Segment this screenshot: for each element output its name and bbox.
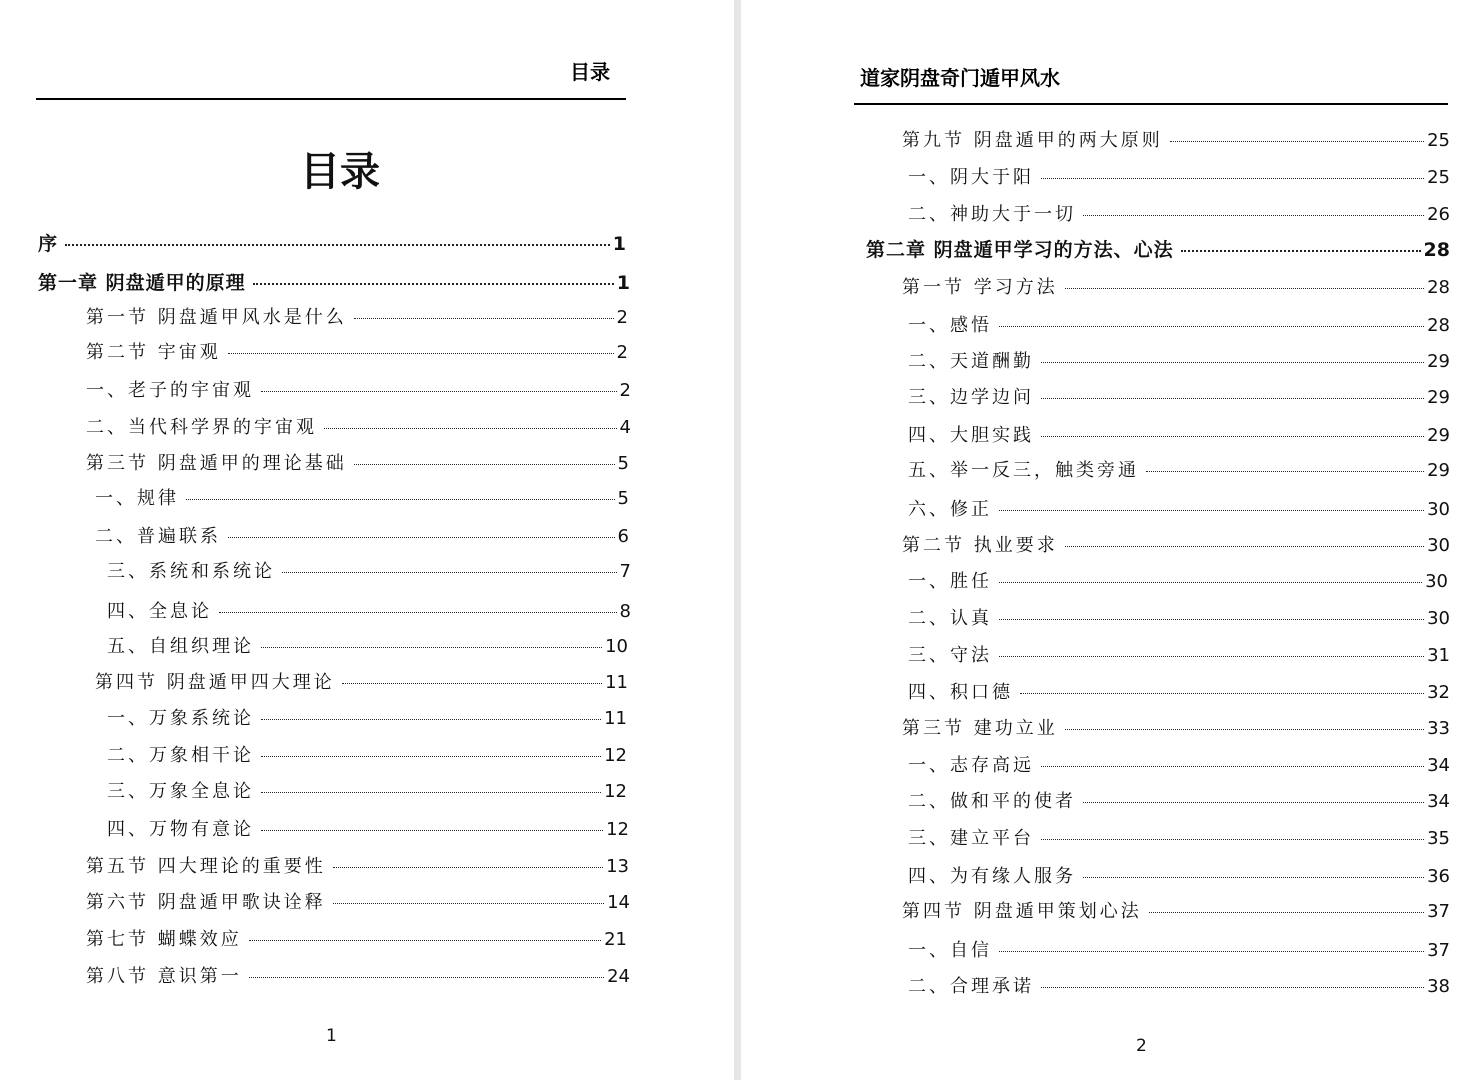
toc-entry-page: 4 [619, 417, 631, 438]
toc-entry-title: 四、为有缘人服务 [908, 866, 1076, 887]
toc-entry-page: 21 [604, 929, 627, 950]
toc-entry-page: 8 [619, 601, 631, 622]
toc-entry[interactable] [902, 531, 1450, 557]
toc-entry-title: 二、当代科学界的宇宙观 [86, 417, 317, 438]
dot-leader [1041, 839, 1424, 840]
toc-entry-title: 一、自信 [908, 940, 992, 961]
toc-entry-title: 第二节 宇宙观 [86, 342, 221, 363]
dot-leader [228, 537, 615, 538]
toc-entry-title: 一、感悟 [908, 315, 992, 336]
toc-entry[interactable] [908, 787, 1450, 813]
toc-entry[interactable] [908, 678, 1450, 704]
toc-entry[interactable] [908, 163, 1450, 189]
dot-leader [261, 830, 603, 831]
toc-entry-page: 29 [1427, 387, 1450, 408]
dot-leader [1065, 546, 1424, 547]
toc-entry[interactable] [95, 484, 629, 510]
toc-entry-title: 第九节 阴盘遁甲的两大原则 [902, 130, 1163, 151]
page-number: 2 [1136, 1036, 1147, 1056]
toc-entry-page: 37 [1427, 940, 1450, 961]
toc-entry-title: 第四节 阴盘遁甲策划心法 [902, 901, 1142, 922]
toc-entry-title: 一、老子的宇宙观 [86, 380, 254, 401]
toc-entry[interactable] [908, 311, 1450, 337]
toc-entry[interactable] [902, 273, 1450, 299]
toc-entry[interactable] [908, 862, 1450, 888]
toc-entry-title: 第一节 学习方法 [902, 277, 1058, 298]
toc-entry-title: 第四节 阴盘遁甲四大理论 [95, 672, 335, 693]
dot-leader [282, 572, 617, 573]
dot-leader [1020, 693, 1424, 694]
toc-entry[interactable] [86, 338, 628, 364]
toc-entry-page: 2 [616, 307, 628, 328]
toc-entry[interactable] [107, 557, 631, 583]
toc-entry-page: 30 [1427, 499, 1450, 520]
toc-entry-page: 1 [612, 233, 626, 255]
toc-entry[interactable] [908, 567, 1448, 593]
toc-entry-title: 序 [38, 233, 59, 255]
toc-entry-title: 二、万象相干论 [107, 745, 254, 766]
toc-entry-page: 29 [1427, 425, 1450, 446]
toc-entry-title: 六、修正 [908, 499, 992, 520]
toc-entry[interactable] [908, 200, 1450, 226]
toc-entry[interactable] [908, 383, 1450, 409]
toc-entry-page: 10 [605, 636, 628, 657]
toc-entry-page: 12 [606, 819, 629, 840]
dot-leader [1041, 362, 1424, 363]
toc-list [741, 0, 1474, 1080]
dot-leader [999, 656, 1424, 657]
toc-entry[interactable] [908, 421, 1450, 447]
toc-entry-title: 二、做和平的使者 [908, 791, 1076, 812]
dot-leader [354, 318, 614, 319]
dot-leader [1041, 436, 1424, 437]
dot-leader [999, 951, 1424, 952]
toc-entry-title: 五、举一反三，触类旁通 [908, 460, 1139, 481]
dot-leader [261, 756, 601, 757]
toc-entry[interactable] [95, 522, 629, 548]
toc-entry-page: 30 [1427, 535, 1450, 556]
toc-entry-page: 30 [1425, 571, 1448, 592]
toc-entry-page: 25 [1427, 167, 1450, 188]
dot-leader [219, 612, 617, 613]
toc-entry-title: 四、万物有意论 [107, 819, 254, 840]
toc-entry-title: 四、全息论 [107, 601, 212, 622]
toc-entry[interactable] [86, 303, 628, 329]
toc-entry-page: 2 [619, 380, 631, 401]
toc-entry-page: 12 [604, 745, 627, 766]
toc-entry[interactable] [107, 704, 627, 730]
toc-entry[interactable] [107, 632, 628, 658]
dot-leader [1041, 398, 1424, 399]
toc-entry-page: 28 [1423, 239, 1450, 261]
toc-entry-title: 三、建立平台 [908, 828, 1034, 849]
toc-entry[interactable] [908, 641, 1450, 667]
toc-entry-title: 第三节 建功立业 [902, 718, 1058, 739]
left-page [0, 0, 734, 1080]
toc-entry-title: 三、万象全息论 [107, 781, 254, 802]
toc-entry-page: 34 [1427, 755, 1450, 776]
dot-leader [186, 499, 615, 500]
toc-entry-page: 1 [616, 272, 630, 294]
toc-entry-title: 第二章 阴盘遁甲学习的方法、心法 [866, 239, 1174, 261]
toc-entry-title: 五、自组织理论 [107, 636, 254, 657]
dot-leader [1146, 471, 1424, 472]
toc-entry-page: 5 [617, 488, 629, 509]
toc-entry[interactable] [908, 456, 1450, 482]
dot-leader [261, 719, 601, 720]
toc-entry[interactable] [86, 888, 630, 914]
dot-leader [253, 283, 614, 285]
toc-entry-page: 35 [1427, 828, 1450, 849]
toc-entry-page: 37 [1427, 901, 1450, 922]
right-page [741, 0, 1474, 1080]
toc-entry-page: 26 [1427, 204, 1450, 225]
dot-leader [228, 353, 614, 354]
toc-entry[interactable] [107, 777, 627, 803]
toc-entry-page: 29 [1427, 351, 1450, 372]
toc-entry-title: 第六节 阴盘遁甲歌诀诠释 [86, 892, 326, 913]
dot-leader [261, 792, 601, 793]
toc-entry[interactable] [86, 376, 631, 402]
dot-leader [1083, 215, 1424, 216]
toc-entry-title: 二、普遍联系 [95, 526, 221, 547]
toc-title: 目录 [300, 149, 380, 195]
toc-entry-page: 25 [1427, 130, 1450, 151]
toc-entry[interactable] [908, 972, 1450, 998]
toc-entry-title: 二、天道酬勤 [908, 351, 1034, 372]
toc-entry-page: 38 [1427, 976, 1450, 997]
dot-leader [354, 464, 615, 465]
toc-entry-title: 二、合理承诺 [908, 976, 1034, 997]
toc-entry[interactable] [908, 347, 1450, 373]
toc-entry-title: 四、大胆实践 [908, 425, 1034, 446]
dot-leader [999, 619, 1424, 620]
dot-leader [261, 647, 602, 648]
toc-entry-page: 11 [605, 672, 628, 693]
toc-entry[interactable] [908, 824, 1450, 850]
toc-entry-page: 11 [604, 708, 627, 729]
dot-leader [249, 977, 604, 978]
toc-entry-title: 第一章 阴盘遁甲的原理 [38, 272, 246, 294]
toc-entry-title: 二、神助大于一切 [908, 204, 1076, 225]
toc-entry[interactable] [86, 852, 629, 878]
toc-entry-title: 一、万象系统论 [107, 708, 254, 729]
toc-entry-page: 30 [1427, 608, 1450, 629]
dot-leader [1065, 288, 1424, 289]
toc-entry[interactable] [86, 449, 629, 475]
dot-leader [1083, 802, 1424, 803]
dot-leader [342, 683, 602, 684]
toc-entry-title: 一、规律 [95, 488, 179, 509]
toc-entry-page: 5 [617, 453, 629, 474]
toc-entry[interactable] [902, 126, 1450, 152]
toc-entry[interactable] [107, 815, 629, 841]
toc-entry-page: 28 [1427, 277, 1450, 298]
dot-leader [999, 510, 1424, 511]
toc-entry[interactable] [908, 936, 1450, 962]
dot-leader [1041, 987, 1424, 988]
toc-entry-page: 33 [1427, 718, 1450, 739]
dot-leader [333, 903, 604, 904]
toc-entry[interactable] [866, 235, 1450, 261]
toc-entry[interactable] [86, 413, 631, 439]
toc-entry-title: 三、守法 [908, 645, 992, 666]
toc-entry-page: 28 [1427, 315, 1450, 336]
toc-entry-page: 7 [619, 561, 631, 582]
toc-entry-title: 三、边学边问 [908, 387, 1034, 408]
dot-leader [1041, 766, 1424, 767]
toc-entry-title: 第五节 四大理论的重要性 [86, 856, 326, 877]
toc-entry[interactable] [908, 751, 1450, 777]
dot-leader [999, 326, 1424, 327]
toc-entry[interactable] [908, 604, 1450, 630]
toc-entry-page: 14 [607, 892, 630, 913]
toc-entry[interactable] [908, 495, 1450, 521]
dot-leader [1083, 877, 1424, 878]
toc-entry-page: 32 [1427, 682, 1450, 703]
toc-entry[interactable] [38, 268, 630, 294]
toc-entry-page: 2 [616, 342, 628, 363]
dot-leader [333, 867, 603, 868]
dot-leader [1170, 141, 1424, 142]
toc-entry[interactable] [902, 897, 1450, 923]
toc-entry[interactable] [86, 925, 627, 951]
toc-entry[interactable] [38, 229, 626, 255]
toc-entry-title: 第三节 阴盘遁甲的理论基础 [86, 453, 347, 474]
toc-entry[interactable] [107, 597, 631, 623]
toc-entry[interactable] [86, 962, 630, 988]
page-header: 目录 [570, 60, 610, 84]
dot-leader [249, 940, 601, 941]
dot-leader [1149, 912, 1424, 913]
toc-entry-title: 三、系统和系统论 [107, 561, 275, 582]
toc-entry-page: 13 [606, 856, 629, 877]
toc-entry-title: 第二节 执业要求 [902, 535, 1058, 556]
toc-entry-title: 一、胜任 [908, 571, 992, 592]
dot-leader [1065, 729, 1424, 730]
toc-entry-page: 36 [1427, 866, 1450, 887]
dot-leader [261, 391, 617, 392]
page-number: 1 [326, 1026, 337, 1046]
toc-entry-page: 34 [1427, 791, 1450, 812]
toc-list [0, 0, 734, 1080]
dot-leader [1041, 178, 1424, 179]
toc-entry-title: 一、志存高远 [908, 755, 1034, 776]
toc-entry[interactable] [95, 668, 628, 694]
toc-entry-page: 12 [604, 781, 627, 802]
toc-entry-title: 二、认真 [908, 608, 992, 629]
toc-entry-title: 四、积口德 [908, 682, 1013, 703]
dot-leader [324, 428, 617, 429]
toc-entry[interactable] [902, 714, 1450, 740]
dot-leader [65, 244, 610, 246]
toc-entry[interactable] [107, 741, 627, 767]
toc-entry-page: 24 [607, 966, 630, 987]
toc-entry-page: 29 [1427, 460, 1450, 481]
dot-leader [999, 582, 1422, 583]
toc-entry-title: 第七节 蝴蝶效应 [86, 929, 242, 950]
toc-entry-title: 一、阴大于阳 [908, 167, 1034, 188]
toc-entry-title: 第一节 阴盘遁甲风水是什么 [86, 307, 347, 328]
page-header: 道家阴盘奇门遁甲风水 [860, 66, 1060, 90]
toc-entry-page: 6 [617, 526, 629, 547]
toc-entry-title: 第八节 意识第一 [86, 966, 242, 987]
toc-entry-page: 31 [1427, 645, 1450, 666]
dot-leader [1181, 250, 1421, 252]
